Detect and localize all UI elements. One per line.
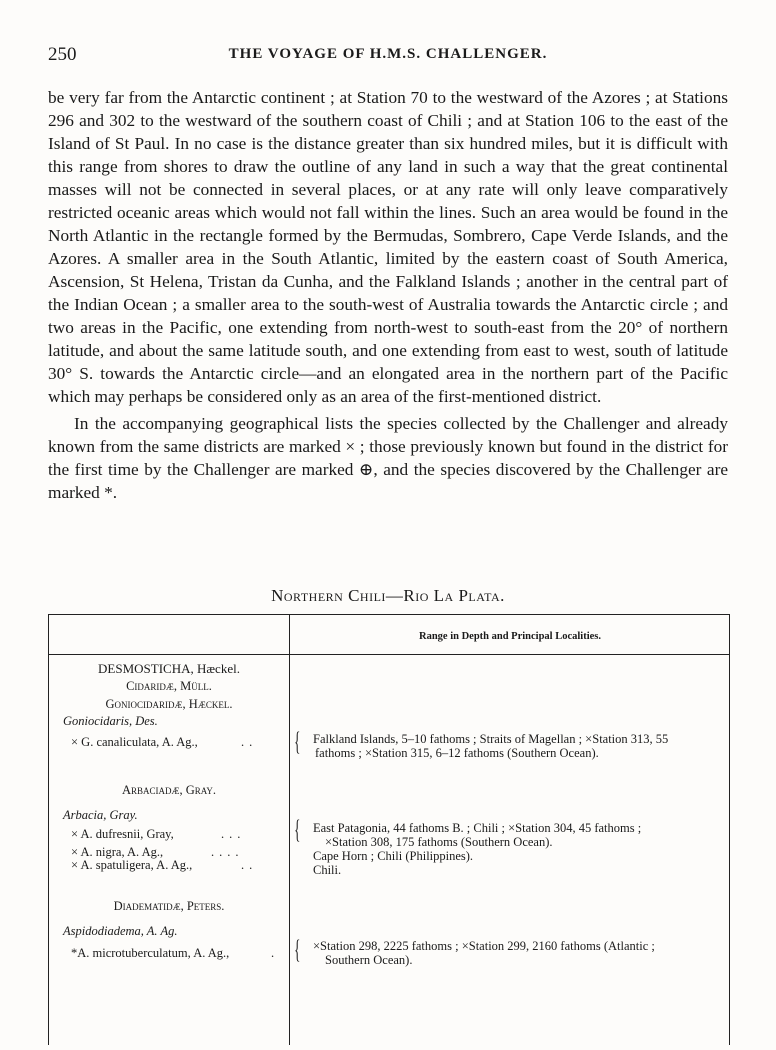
- paragraph-1: be very far from the Antarctic continent ; at Station 70 to the westward of the Azores ; at Stations 296 and 302 to the westward of the southern coast of Chili ; and at Station 106 to the east of the Island of St Paul. In no case is the distance greater than six hundred miles, but it is difficult with this range from shores to draw the outline of any land in such a way that the great continental masses will not be connected in several places, or at any rate will only leave comparatively restricted oceanic areas which would not fall within the lines. Such an area would be found in the North Atlantic in the rectangle formed by the Bermudas, Sombrero, Cape Verde Islands, and the Azores. A smaller area in the South Atlantic, limited by the eastern coast of South America, Ascension, St Helena, Tristan da Cunha, and the Falkland Islands ; another in the central part of the Indian Ocean ; a smaller area to the south-west of Australia towards the Antarctic circle ; and two areas in the Pacific, one extending from north-west to south-east from the 20° of northern latitude, and about the same latitude south, and one extending from east to west, south of latitude 30° S. towards the Antarctic circle—and an elongated area in the northern part of the Pacific which may perhaps be considered only as an area of the first-mentioned district.: [48, 88, 728, 406]
- species-entry: × A. nigra, A. Ag., ....: [71, 845, 244, 859]
- running-title: THE VOYAGE OF H.M.S. CHALLENGER.: [228, 46, 548, 62]
- species-entry: × A. dufresnii, Gray, ...: [71, 827, 246, 841]
- page-number: 250: [48, 44, 77, 65]
- species-entry: × G. canaliculata, A. Ag., ..: [71, 735, 258, 749]
- range-line: Southern Ocean).: [325, 953, 413, 967]
- range-entry: [313, 821, 721, 877]
- genus-name: Goniocidaris, Des.: [63, 714, 158, 728]
- brace-icon: {: [294, 815, 301, 844]
- range-column-header: Range in Depth and Principal Localities.: [418, 631, 601, 642]
- species-name: *A. microtuberculatum, A. Ag.,: [71, 946, 230, 960]
- range-line: East Patagonia, 44 fathoms B. ; Chili ; ×Station 304, 45 fathoms ;: [313, 821, 642, 835]
- subfamily-heading: Goniocidaridæ, Hæckel.: [105, 697, 233, 711]
- range-line: Chili.: [313, 863, 342, 877]
- species-name: × A. dufresnii, Gray,: [71, 827, 174, 841]
- species-entry: × A. spatuligera, A. Ag., ..: [71, 858, 258, 872]
- body-text: [48, 86, 728, 504]
- family-heading: Diadematidæ, Peters.: [113, 899, 225, 913]
- species-name: × A. nigra, A. Ag.,: [71, 845, 164, 859]
- range-line: fathoms ; ×Station 315, 6–12 fathoms (Southern Ocean).: [315, 746, 599, 760]
- species-table: [48, 614, 730, 1045]
- order-heading: DESMOSTICHA, Hæckel.: [98, 661, 240, 676]
- genus-name: Aspidodiadema, A. Ag.: [63, 924, 178, 938]
- range-line: Falkland Islands, 5–10 fathoms ; Straits of Magellan ; ×Station 313, 55: [313, 732, 669, 746]
- species-name: × G. canaliculata, A. Ag.,: [71, 735, 198, 749]
- column-divider: [289, 615, 290, 1045]
- brace-icon: {: [294, 727, 301, 756]
- page-header: [48, 44, 728, 68]
- range-line: Cape Horn ; Chili (Philippines).: [313, 849, 474, 863]
- range-entry: [313, 732, 721, 760]
- species-entry: *A. microtuberculatum, A. Ag., .: [71, 946, 280, 960]
- range-line: ×Station 298, 2225 fathoms ; ×Station 299, 2160 fathoms (Atlantic ;: [313, 939, 655, 953]
- family-heading: Arbaciadæ, Gray.: [121, 783, 217, 797]
- brace-icon: {: [294, 935, 301, 964]
- genus-name: Arbacia, Gray.: [63, 808, 138, 822]
- range-entry: [313, 939, 721, 967]
- range-line: ×Station 308, 175 fathoms (Southern Ocean).: [325, 835, 553, 849]
- table-title: Northern Chili—Rio La Plata.: [271, 586, 505, 605]
- family-heading: Cidaridæ, Müll.: [126, 679, 212, 693]
- paragraph-2: In the accompanying geographical lists the species collected by the Challenger and already known from the same districts are marked × ; those previously known but found in the district for the first time by the Challenger are marked ⊕, and the species discovered by the Challenger are marked *.: [48, 414, 728, 502]
- species-name: × A. spatuligera, A. Ag.,: [71, 858, 193, 872]
- header-rule: [49, 654, 729, 655]
